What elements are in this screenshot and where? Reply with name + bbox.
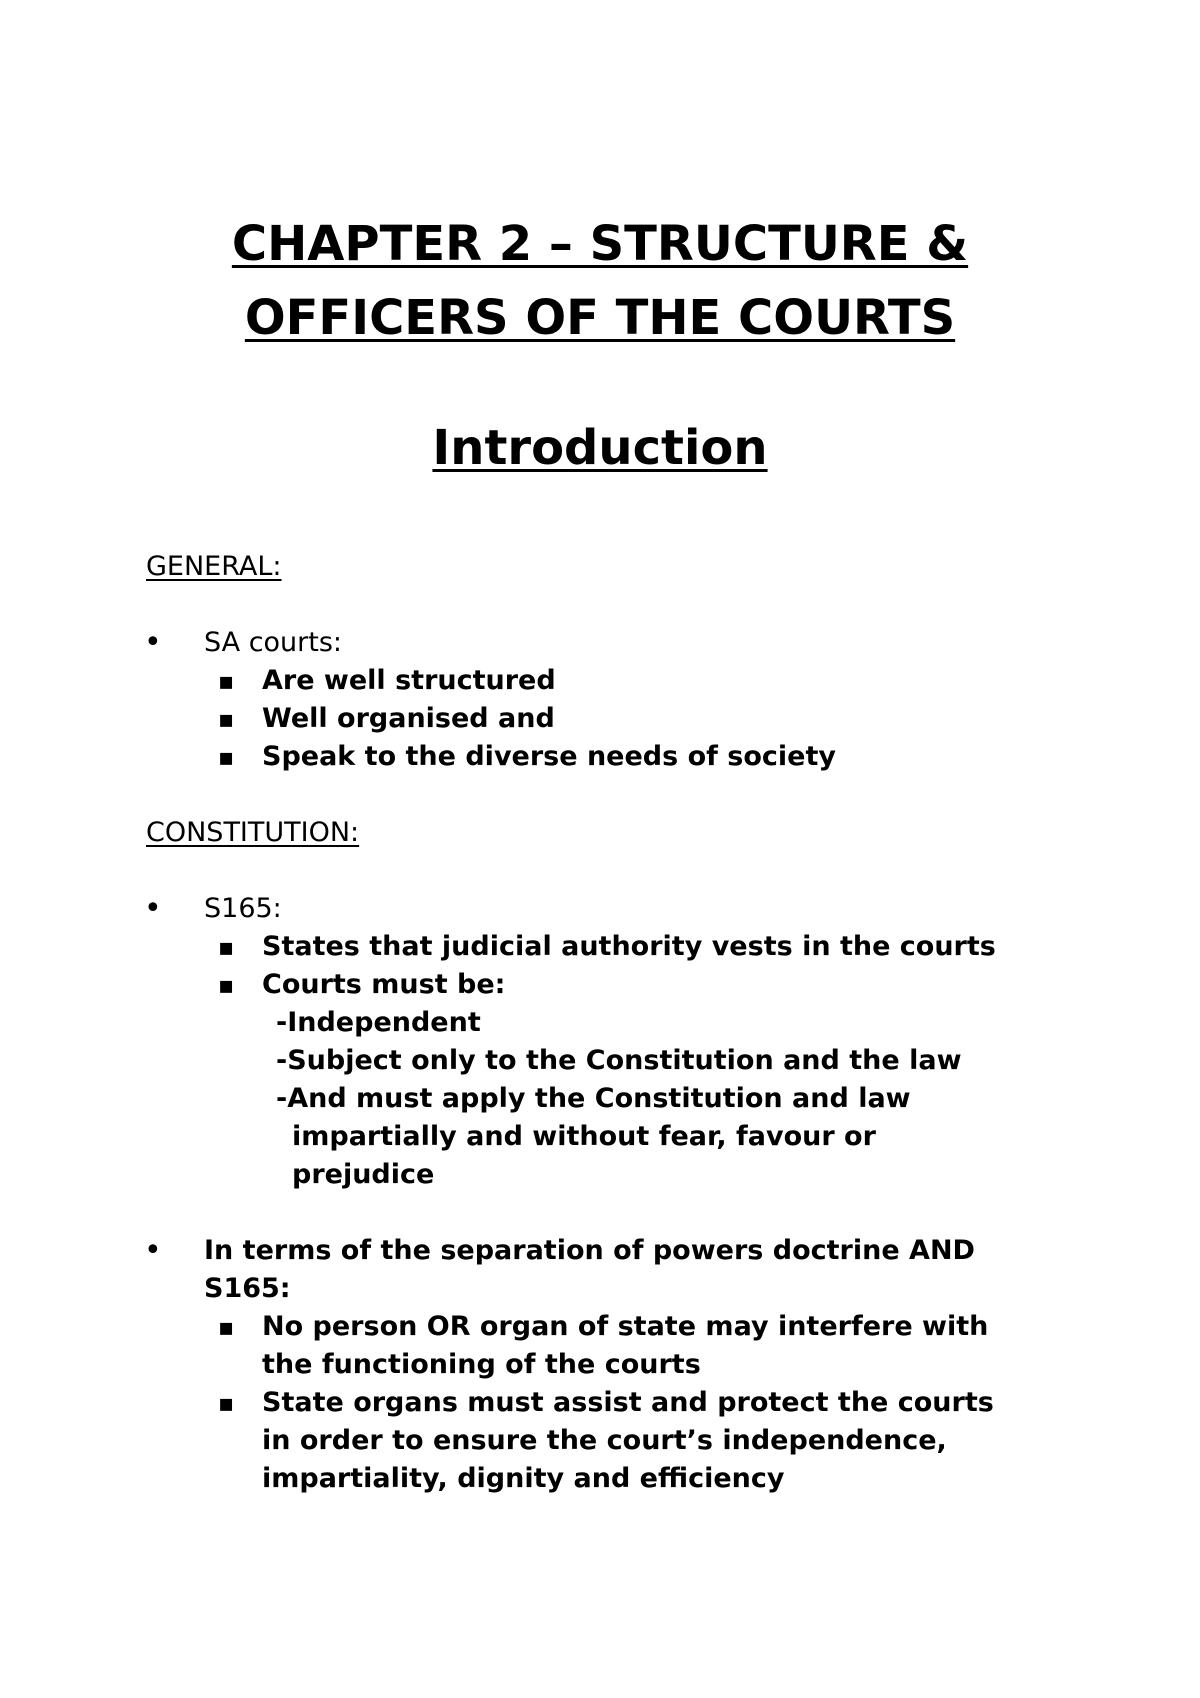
square-bullet-icon: ▪ [218,705,235,733]
list-item: Courts must be: [262,969,506,1000]
square-bullet-icon: ▪ [218,1389,235,1417]
dash-item: -Independent [276,1007,481,1038]
square-bullet-icon: ▪ [218,667,235,695]
dash-item-continuation: prejudice [292,1159,435,1190]
list-item: States that judicial authority vests in the courts [262,931,996,962]
chapter-title-line-1: CHAPTER 2 – STRUCTURE & [231,216,969,272]
list-item: Well organised and [262,703,555,734]
square-bullet-icon: ▪ [218,1313,235,1341]
general-bullet-label: SA courts: [204,627,343,658]
chapter-title-line-2: OFFICERS OF THE COURTS [244,290,956,346]
bullet-icon: • [144,625,162,660]
bullet-icon: • [144,1233,162,1268]
list-item-continuation: impartiality, dignity and efficiency [262,1463,785,1494]
square-bullet-icon: ▪ [218,743,235,771]
list-item: Speak to the diverse needs of society [262,741,836,772]
list-item: State organs must assist and protect the courts [262,1387,994,1418]
s165-bullet-label: S165: [204,893,282,924]
list-item: Are well structured [262,665,556,696]
list-item-continuation: the functioning of the courts [262,1349,701,1380]
general-heading: GENERAL: [146,551,282,582]
list-item: No person OR organ of state may interfere with [262,1311,989,1342]
list-item-continuation: in order to ensure the court’s independence, [262,1425,947,1456]
separation-bullet-label-continuation: S165: [204,1273,291,1304]
section-title: Introduction [432,420,768,476]
dash-item-continuation: impartially and without fear, favour or [292,1121,876,1152]
bullet-icon: • [144,891,162,926]
square-bullet-icon: ▪ [218,971,235,999]
square-bullet-icon: ▪ [218,933,235,961]
dash-item: -And must apply the Constitution and law [276,1083,911,1114]
dash-item: -Subject only to the Constitution and the law [276,1045,962,1076]
separation-bullet-label: In terms of the separation of powers doctrine AND [204,1235,975,1266]
constitution-heading: CONSTITUTION: [146,817,360,848]
